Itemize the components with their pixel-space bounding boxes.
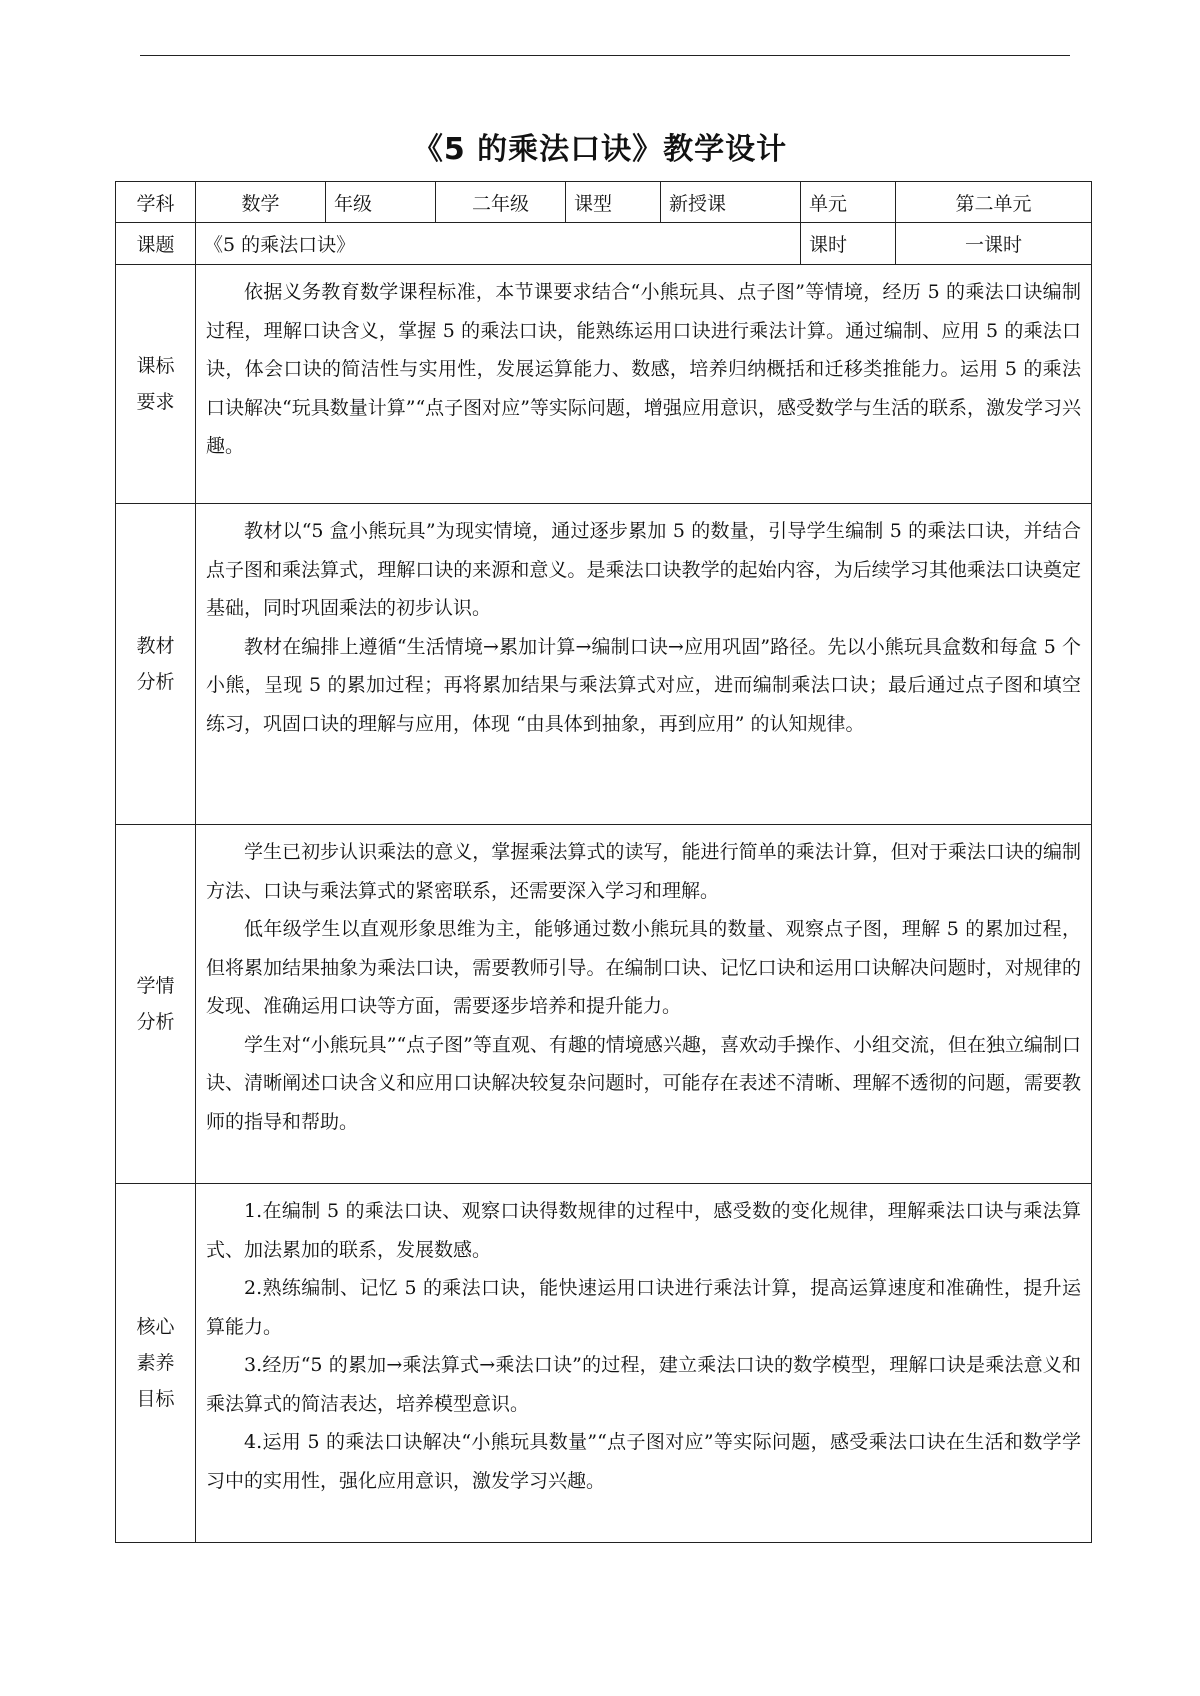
textbook-content: [196, 504, 1092, 825]
hours-label: 课时: [801, 223, 896, 265]
topic-row: [116, 223, 1092, 265]
unit-label: 单元: [801, 182, 896, 223]
goals-label: 核心 素养 目标: [116, 1184, 196, 1543]
standards-content: [196, 265, 1092, 504]
lesson-plan-table: [115, 181, 1092, 1543]
subject-label: 学科: [116, 182, 196, 223]
grade-value: 二年级: [436, 182, 566, 223]
meta-row: [116, 182, 1092, 223]
topic-label: 课题: [116, 223, 196, 265]
students-row: [116, 825, 1092, 1184]
topic-value: 《5 的乘法口诀》: [196, 223, 801, 265]
header-rule: [140, 55, 1070, 56]
unit-value: 第二单元: [896, 182, 1092, 223]
subject-value: 数学: [196, 182, 326, 223]
standards-label: 课标 要求: [116, 265, 196, 504]
paragraph: 1.在编制 5 的乘法口诀、观察口诀得数规律的过程中，感受数的变化规律，理解乘法口诀与乘法算式、加法累加的联系，发展数感。: [206, 1200, 1081, 1261]
textbook-row: [116, 504, 1092, 825]
paragraph: 2.熟练编制、记忆 5 的乘法口诀，能快速运用口诀进行乘法计算，提高运算速度和准确性，提升运算能力。: [206, 1277, 1081, 1338]
textbook-label: 教材 分析: [116, 504, 196, 825]
paragraph: 学生对“小熊玩具”“点子图”等直观、有趣的情境感兴趣，喜欢动手操作、小组交流，但在独立编制口诀、清晰阐述口诀含义和应用口诀解决较复杂问题时，可能存在表述不清晰、理解不透彻的问题，需要教师的指导和帮助。: [206, 1033, 1081, 1133]
paragraph: 3.经历“5 的累加→乘法算式→乘法口诀”的过程，建立乘法口诀的数学模型，理解口诀是乘法意义和乘法算式的简洁表达，培养模型意识。: [206, 1354, 1081, 1415]
paragraph: 依据义务教育数学课程标准，本节课要求结合“小熊玩具、点子图”等情境，经历 5 的乘法口诀编制过程，理解口诀含义，掌握 5 的乘法口诀，能熟练运用口诀进行乘法计算。通过编制、应用 5 的乘法口诀，体会口诀的简洁性与实用性，发展运算能力、数感，培养归纳概括和迁移类推能力。运用 5 的乘法口诀解决“玩具数量计算”“点子图对应”等实际问题，增强应用意识，感受数学与生活的联系，激发学习兴趣。: [206, 281, 1081, 457]
grade-label: 年级: [326, 182, 436, 223]
hours-value: 一课时: [896, 223, 1092, 265]
type-value: 新授课: [661, 182, 801, 223]
students-label: 学情 分析: [116, 825, 196, 1184]
paragraph: 学生已初步认识乘法的意义，掌握乘法算式的读写，能进行简单的乘法计算，但对于乘法口诀的编制方法、口诀与乘法算式的紧密联系，还需要深入学习和理解。: [206, 841, 1081, 902]
paragraph: 教材在编排上遵循“生活情境→累加计算→编制口诀→应用巩固”路径。先以小熊玩具盒数和每盒 5 个小熊，呈现 5 的累加过程；再将累加结果与乘法算式对应，进而编制乘法口诀；最后通过点子图和填空练习，巩固口诀的理解与应用，体现 “由具体到抽象，再到应用” 的认知规律。: [206, 635, 1081, 735]
type-label: 课型: [566, 182, 661, 223]
students-content: [196, 825, 1092, 1184]
goals-row: [116, 1184, 1092, 1543]
paragraph: 4.运用 5 的乘法口诀解决“小熊玩具数量”“点子图对应”等实际问题，感受乘法口诀在生活和数学学习中的实用性，强化应用意识，激发学习兴趣。: [206, 1431, 1081, 1492]
paragraph: 低年级学生以直观形象思维为主，能够通过数小熊玩具的数量、观察点子图，理解 5 的累加过程，但将累加结果抽象为乘法口诀，需要教师引导。在编制口诀、记忆口诀和运用口诀解决问题时，对规律的发现、准确运用口诀等方面，需要逐步培养和提升能力。: [206, 918, 1081, 1017]
document-title: 《5 的乘法口诀》教学设计: [412, 132, 788, 167]
goals-content: [196, 1184, 1092, 1543]
paragraph: 教材以“5 盒小熊玩具”为现实情境，通过逐步累加 5 的数量，引导学生编制 5 的乘法口诀，并结合点子图和乘法算式，理解口诀的来源和意义。是乘法口诀教学的起始内容，为后续学习其他乘法口诀奠定基础，同时巩固乘法的初步认识。: [206, 520, 1081, 619]
standards-row: [116, 265, 1092, 504]
